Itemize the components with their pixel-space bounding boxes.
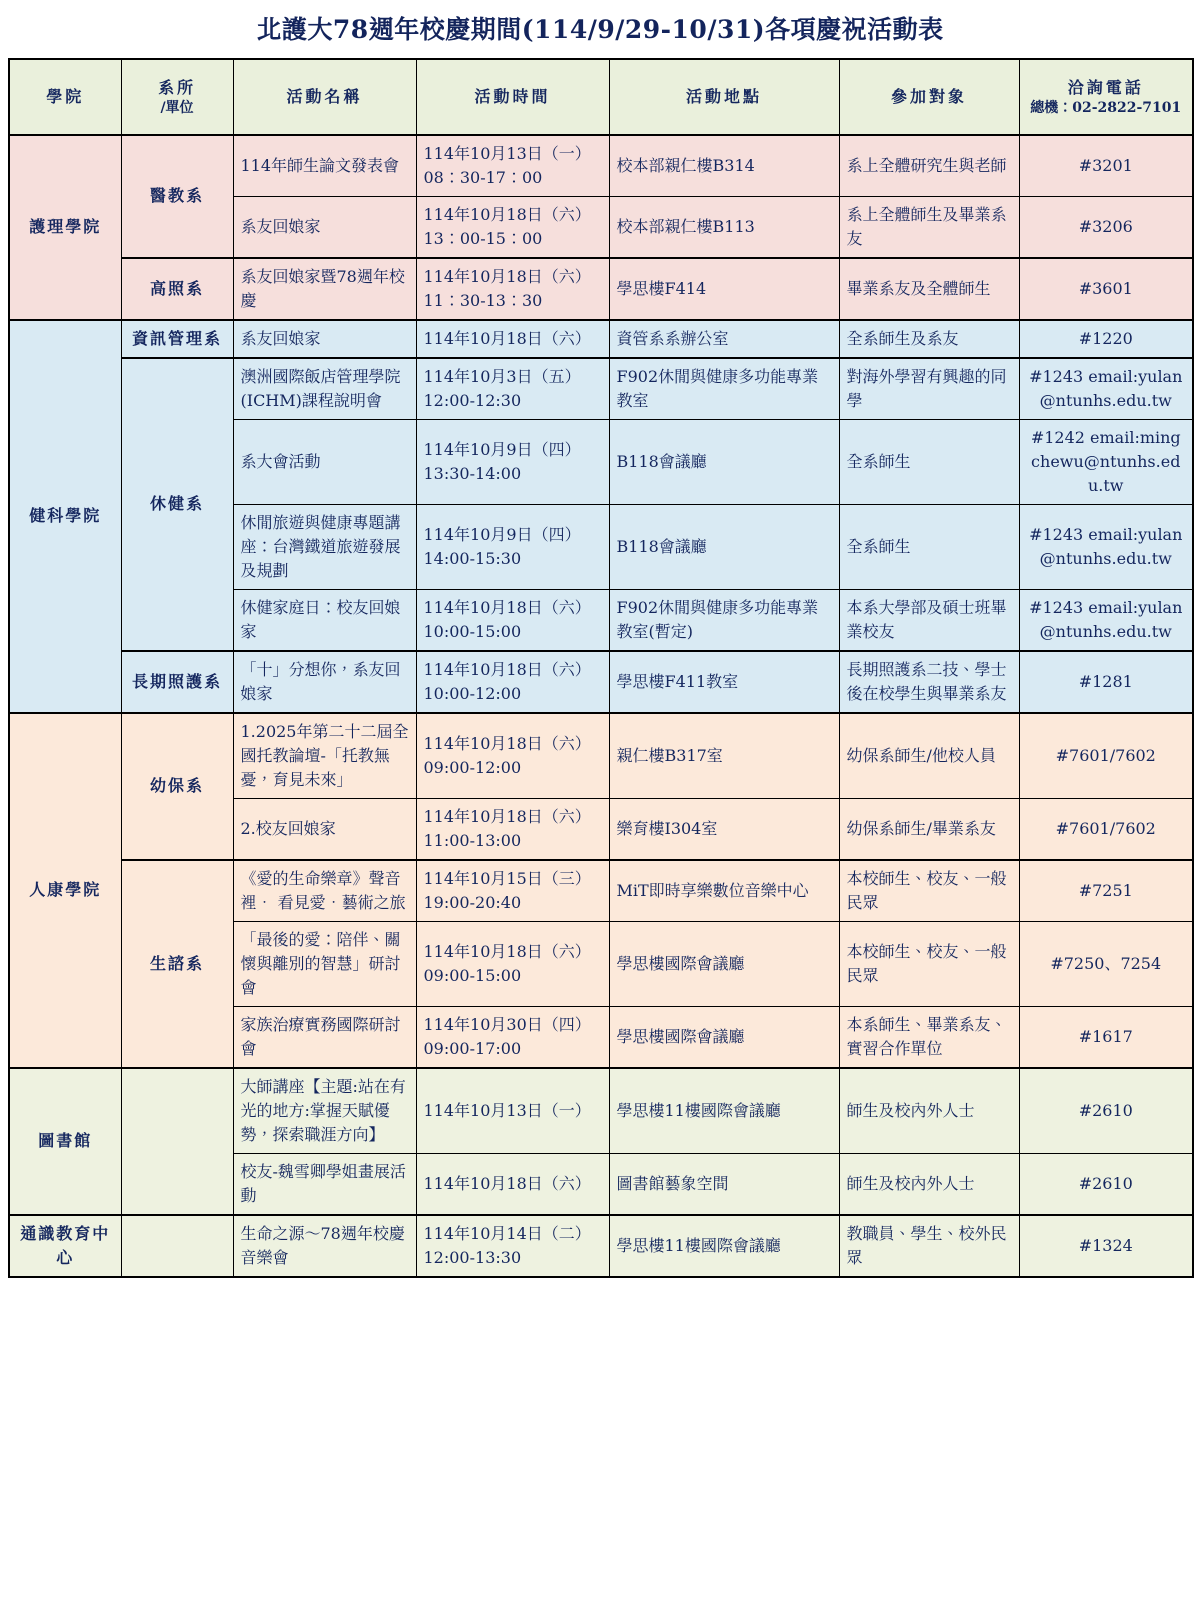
audience-cell: 幼保系師生/畢業系友 (839, 798, 1019, 860)
celebration-activities-table (8, 58, 1194, 1278)
table-row (9, 135, 1193, 197)
activity-time-cell: 114年10月14日（二）12:00-13:30 (416, 1215, 609, 1277)
audience-cell: 系上全體師生及畢業系友 (839, 196, 1019, 258)
department-cell: 休健系 (121, 358, 233, 651)
contact-phone-cell: #1243 email:yulan@ntunhs.edu.tw (1019, 589, 1193, 651)
activity-name-cell: 114年師生論文發表會 (233, 135, 416, 197)
activity-name-cell: 1.2025年第二十二屆全國托教論壇-「托教無憂，育見未來」 (233, 713, 416, 799)
college-cell: 健科學院 (9, 320, 121, 713)
audience-cell: 全系師生及系友 (839, 320, 1019, 358)
column-header-phone-switchboard: 總機：02-2822-7101 (1030, 99, 1182, 116)
activity-place-cell: 樂育樓I304室 (609, 798, 839, 860)
contact-phone-cell: #1243 email:yulan@ntunhs.edu.tw (1019, 358, 1193, 420)
department-cell: 高照系 (121, 258, 233, 320)
activity-time-cell: 114年10月18日（六）11：30-13：30 (416, 258, 609, 320)
contact-phone-cell: #7601/7602 (1019, 798, 1193, 860)
activity-time-cell: 114年10月13日（一） (416, 1068, 609, 1154)
activity-place-cell: 校本部親仁樓B113 (609, 196, 839, 258)
activity-place-cell: B118會議廳 (609, 419, 839, 504)
column-header-phone (1019, 59, 1193, 135)
page-title: 北護大78週年校慶期間(114/9/29-10/31)各項慶祝活動表 (256, 15, 944, 44)
activity-place-cell: 學思樓11樓國際會議廳 (609, 1068, 839, 1154)
activity-time-cell: 114年10月18日（六）09:00-12:00 (416, 713, 609, 799)
activity-place-cell: 親仁樓B317室 (609, 713, 839, 799)
activity-name-cell: 系大會活動 (233, 419, 416, 504)
table-header (9, 59, 1193, 135)
activity-time-cell: 114年10月18日（六） (416, 320, 609, 358)
activity-time-cell: 114年10月18日（六）11:00-13:00 (416, 798, 609, 860)
audience-cell: 師生及校內外人士 (839, 1153, 1019, 1215)
audience-cell: 本校師生、校友、一般民眾 (839, 921, 1019, 1006)
audience-cell: 本系師生、畢業系友、實習合作單位 (839, 1006, 1019, 1068)
column-header-college: 學院 (9, 59, 121, 135)
activity-time-cell: 114年10月18日（六）10:00-15:00 (416, 589, 609, 651)
activity-name-cell: 大師講座【主題:站在有光的地方:掌握天賦優勢，探索職涯方向】 (233, 1068, 416, 1154)
activity-place-cell: F902休閒與健康多功能專業教室 (609, 358, 839, 420)
activity-place-cell: 資管系系辦公室 (609, 320, 839, 358)
contact-phone-cell: #3601 (1019, 258, 1193, 320)
activity-name-cell: 澳洲國際飯店管理學院(ICHM)課程說明會 (233, 358, 416, 420)
department-cell: 醫教系 (121, 135, 233, 258)
activity-place-cell: 校本部親仁樓B314 (609, 135, 839, 197)
audience-cell: 本系大學部及碩士班畢業校友 (839, 589, 1019, 651)
activity-place-cell: 學思樓11樓國際會議廳 (609, 1215, 839, 1277)
audience-cell: 本校師生、校友、一般民眾 (839, 860, 1019, 922)
activity-place-cell: 學思樓F411教室 (609, 651, 839, 713)
activity-name-cell: 休健家庭日：校友回娘家 (233, 589, 416, 651)
activity-name-cell: 《愛的生命樂章》聲音裡‧ 看見愛‧藝術之旅 (233, 860, 416, 922)
column-header-activity-place: 活動地點 (609, 59, 839, 135)
contact-phone-cell: #7251 (1019, 860, 1193, 922)
activity-time-cell: 114年10月9日（四）13:30-14:00 (416, 419, 609, 504)
activity-time-cell: 114年10月30日（四）09:00-17:00 (416, 1006, 609, 1068)
department-cell: 幼保系 (121, 713, 233, 860)
college-cell: 通識教育中心 (9, 1215, 121, 1277)
activity-name-cell: 系友回娘家 (233, 196, 416, 258)
contact-phone-cell: #1617 (1019, 1006, 1193, 1068)
audience-cell: 畢業系友及全體師生 (839, 258, 1019, 320)
table-row (9, 1215, 1193, 1277)
table-row (9, 860, 1193, 922)
column-header-audience: 參加對象 (839, 59, 1019, 135)
column-header-department-line1: 系所 (157, 77, 196, 97)
audience-cell: 全系師生 (839, 504, 1019, 589)
column-header-department (121, 59, 233, 135)
activity-name-cell: 2.校友回娘家 (233, 798, 416, 860)
audience-cell: 全系師生 (839, 419, 1019, 504)
table-row (9, 320, 1193, 358)
table-body (9, 135, 1193, 1277)
table-row (9, 651, 1193, 713)
contact-phone-cell: #1220 (1019, 320, 1193, 358)
contact-phone-cell: #1281 (1019, 651, 1193, 713)
contact-phone-cell: #1242 email:mingchewu@ntunhs.edu.tw (1019, 419, 1193, 504)
table-row (9, 1068, 1193, 1154)
activity-name-cell: 「十」分想你，系友回娘家 (233, 651, 416, 713)
activity-time-cell: 114年10月15日（三）19:00-20:40 (416, 860, 609, 922)
audience-cell: 對海外學習有興趣的同學 (839, 358, 1019, 420)
activity-place-cell: F902休閒與健康多功能專業教室(暫定) (609, 589, 839, 651)
column-header-department-line2: /單位 (160, 99, 194, 116)
activity-place-cell: B118會議廳 (609, 504, 839, 589)
audience-cell: 教職員、學生、校外民眾 (839, 1215, 1019, 1277)
activity-name-cell: 生命之源～78週年校慶音樂會 (233, 1215, 416, 1277)
activity-time-cell: 114年10月9日（四）14:00-15:30 (416, 504, 609, 589)
department-cell (121, 1215, 233, 1277)
activity-name-cell: 家族治療實務國際研討會 (233, 1006, 416, 1068)
activity-time-cell: 114年10月3日（五）12:00-12:30 (416, 358, 609, 420)
department-cell (121, 1068, 233, 1215)
table-row (9, 258, 1193, 320)
activity-place-cell: 圖書館藝象空間 (609, 1153, 839, 1215)
contact-phone-cell: #3201 (1019, 135, 1193, 197)
activity-name-cell: 「最後的愛：陪伴、關懷與離別的智慧」研討會 (233, 921, 416, 1006)
activity-place-cell: 學思樓國際會議廳 (609, 921, 839, 1006)
table-row (9, 358, 1193, 420)
contact-phone-cell: #1243 email:yulan@ntunhs.edu.tw (1019, 504, 1193, 589)
activity-time-cell: 114年10月18日（六）09:00-15:00 (416, 921, 609, 1006)
activity-name-cell: 休閒旅遊與健康專題講座：台灣鐵道旅遊發展及規劃 (233, 504, 416, 589)
department-cell: 長期照護系 (121, 651, 233, 713)
activity-time-cell: 114年10月18日（六）13：00-15：00 (416, 196, 609, 258)
activity-place-cell: MiT即時享樂數位音樂中心 (609, 860, 839, 922)
college-cell: 人康學院 (9, 713, 121, 1068)
table-row (9, 713, 1193, 799)
contact-phone-cell: #1324 (1019, 1215, 1193, 1277)
activity-place-cell: 學思樓F414 (609, 258, 839, 320)
audience-cell: 長期照護系二技、學士後在校學生與畢業系友 (839, 651, 1019, 713)
activity-time-cell: 114年10月18日（六）10:00-12:00 (416, 651, 609, 713)
audience-cell: 師生及校內外人士 (839, 1068, 1019, 1154)
activity-time-cell: 114年10月13日（一）08：30-17：00 (416, 135, 609, 197)
activity-name-cell: 系友回娘家暨78週年校慶 (233, 258, 416, 320)
contact-phone-cell: #2610 (1019, 1068, 1193, 1154)
audience-cell: 系上全體研究生與老師 (839, 135, 1019, 197)
college-cell: 圖書館 (9, 1068, 121, 1215)
activity-name-cell: 校友-魏雪卿學姐畫展活動 (233, 1153, 416, 1215)
department-cell: 生諮系 (121, 860, 233, 1068)
activity-name-cell: 系友回娘家 (233, 320, 416, 358)
activity-place-cell: 學思樓國際會議廳 (609, 1006, 839, 1068)
contact-phone-cell: #3206 (1019, 196, 1193, 258)
department-cell: 資訊管理系 (121, 320, 233, 358)
contact-phone-cell: #2610 (1019, 1153, 1193, 1215)
activity-time-cell: 114年10月18日（六） (416, 1153, 609, 1215)
header-row (9, 59, 1193, 135)
column-header-activity-name: 活動名稱 (233, 59, 416, 135)
audience-cell: 幼保系師生/他校人員 (839, 713, 1019, 799)
contact-phone-cell: #7250、7254 (1019, 921, 1193, 1006)
column-header-activity-time: 活動時間 (416, 59, 609, 135)
column-header-phone-label: 洽詢電話 (1067, 77, 1144, 97)
college-cell: 護理學院 (9, 135, 121, 320)
contact-phone-cell: #7601/7602 (1019, 713, 1193, 799)
